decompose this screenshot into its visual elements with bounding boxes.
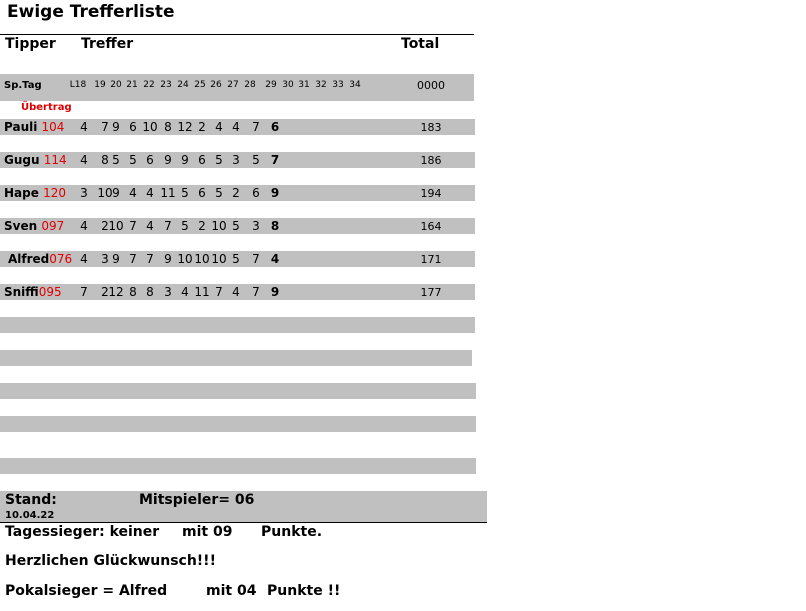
player-hit: 10 xyxy=(211,252,227,266)
player-hit: 4 xyxy=(232,120,240,134)
player-hit: 9 xyxy=(181,153,189,167)
player-hit: 5 xyxy=(112,153,120,167)
player-hit: 6 xyxy=(198,186,206,200)
sptag-day: 34 xyxy=(349,80,361,90)
player-hit: 6 xyxy=(198,153,206,167)
player-name xyxy=(4,285,62,299)
player-hit: 10 xyxy=(97,186,113,200)
player-hit: 7 xyxy=(129,252,137,266)
sptag-day: 30 xyxy=(282,80,294,90)
row-band xyxy=(0,416,476,432)
player-name xyxy=(4,219,64,233)
player-hit: 5 xyxy=(215,153,223,167)
row-band xyxy=(0,350,472,366)
player-name-text: Sven xyxy=(4,219,38,233)
player-hit: 5 xyxy=(129,153,137,167)
player-hit: 5 xyxy=(252,153,260,167)
player-hit: 6 xyxy=(252,186,260,200)
page-title: Ewige Trefferliste xyxy=(7,2,175,22)
player-hit: 3 xyxy=(164,285,172,299)
player-total: 164 xyxy=(420,220,442,233)
player-hit: 4 xyxy=(146,219,154,233)
tagessieger-text: Tagessieger: keiner xyxy=(5,524,160,540)
player-total: 183 xyxy=(420,121,442,134)
player-hit: 8 xyxy=(129,285,137,299)
player-carry: 095 xyxy=(38,285,62,299)
player-hit: 9 xyxy=(112,120,120,134)
player-hit: 7 xyxy=(164,219,172,233)
uebertrag-label: Übertrag xyxy=(21,102,72,113)
player-name xyxy=(4,186,66,200)
player-name xyxy=(8,252,72,266)
footer-rule xyxy=(0,522,487,523)
sptag-label: Sp.Tag xyxy=(4,80,42,91)
player-hit: 3 xyxy=(80,186,88,200)
sptag-day: 32 xyxy=(315,80,327,90)
pokalsieger-text: Pokalsieger = Alfred xyxy=(5,583,168,599)
row-band xyxy=(0,383,476,399)
player-hit: 6 xyxy=(270,120,280,134)
row-band xyxy=(0,317,475,333)
player-name-text: Hape xyxy=(4,186,39,200)
player-hit: 7 xyxy=(270,153,280,167)
player-hit: 8 xyxy=(270,219,280,233)
player-hit: 7 xyxy=(129,219,137,233)
player-carry: 114 xyxy=(43,153,67,167)
player-hit: 7 xyxy=(101,120,109,134)
sptag-day: 19 xyxy=(94,80,106,90)
player-hit: 11 xyxy=(194,285,210,299)
sptag-day: 27 xyxy=(227,80,239,90)
sptag-day: 33 xyxy=(332,80,344,90)
player-hit: 7 xyxy=(252,120,260,134)
player-hit: 2 xyxy=(232,186,240,200)
player-hit: 5 xyxy=(181,186,189,200)
stand-date: 10.04.22 xyxy=(5,510,55,521)
player-hit: 7 xyxy=(252,285,260,299)
player-hit: 11 xyxy=(160,186,176,200)
player-hit: 6 xyxy=(146,153,154,167)
player-carry: 104 xyxy=(41,120,65,134)
tagessieger-punkte: Punkte. xyxy=(261,524,323,540)
pokalsieger-score: mit 04 xyxy=(206,583,257,599)
player-hit: 9 xyxy=(112,252,120,266)
tagessieger-score: mit 09 xyxy=(182,524,233,540)
player-hit: 12 xyxy=(108,285,124,299)
header-total: Total xyxy=(401,36,440,52)
mitspieler-count: Mitspieler= 06 xyxy=(139,492,255,508)
player-hit: 4 xyxy=(129,186,137,200)
player-hit: 7 xyxy=(80,285,88,299)
header-tipper: Tipper xyxy=(5,36,56,52)
sptag-day: 22 xyxy=(143,80,155,90)
player-hit: 2 xyxy=(101,219,109,233)
player-hit: 2 xyxy=(101,285,109,299)
player-hit: 3 xyxy=(252,219,260,233)
player-total: 177 xyxy=(420,286,442,299)
player-hit: 9 xyxy=(270,285,280,299)
sptag-day: 20 xyxy=(110,80,122,90)
player-name-text: Pauli xyxy=(4,120,38,134)
sptag-day: 21 xyxy=(126,80,138,90)
player-carry: 097 xyxy=(41,219,65,233)
player-hit: 10 xyxy=(177,252,193,266)
sptag-day: 26 xyxy=(210,80,222,90)
sptag-day: 24 xyxy=(177,80,189,90)
player-hit: 4 xyxy=(215,120,223,134)
player-hit: 4 xyxy=(232,285,240,299)
player-hit: 10 xyxy=(194,252,210,266)
player-hit: 2 xyxy=(198,120,206,134)
player-hit: 5 xyxy=(232,219,240,233)
player-name xyxy=(4,153,67,167)
player-name-text: Sniffi xyxy=(4,285,39,299)
header-rule xyxy=(0,34,474,35)
player-hit: 4 xyxy=(80,252,88,266)
player-hit: 5 xyxy=(215,186,223,200)
player-hit: 3 xyxy=(101,252,109,266)
player-total: 171 xyxy=(420,253,442,266)
player-hit: 9 xyxy=(112,186,120,200)
player-hit: 8 xyxy=(101,153,109,167)
row-band xyxy=(0,458,476,474)
player-hit: 6 xyxy=(129,120,137,134)
player-hit: 4 xyxy=(80,120,88,134)
sptag-day: 23 xyxy=(160,80,172,90)
player-hit: 9 xyxy=(164,252,172,266)
pokalsieger-punkte: Punkte !! xyxy=(267,583,341,599)
player-total: 186 xyxy=(420,154,442,167)
player-total: 194 xyxy=(420,187,442,200)
player-hit: 4 xyxy=(270,252,280,266)
player-carry: 076 xyxy=(49,252,73,266)
glueckwunsch-text: Herzlichen Glückwunsch!!! xyxy=(5,553,216,569)
player-hit: 7 xyxy=(215,285,223,299)
sptag-day: 25 xyxy=(194,80,206,90)
player-hit: 7 xyxy=(252,252,260,266)
player-hit: 10 xyxy=(142,120,158,134)
header-treffer: Treffer xyxy=(81,36,134,52)
player-name-text: Gugu xyxy=(4,153,40,167)
player-hit: 4 xyxy=(80,219,88,233)
sptag-day: 31 xyxy=(298,80,310,90)
player-name-text: Alfred xyxy=(8,252,50,266)
player-hit: 2 xyxy=(198,219,206,233)
player-hit: 10 xyxy=(211,219,227,233)
player-hit: 4 xyxy=(146,186,154,200)
player-hit: 8 xyxy=(164,120,172,134)
player-hit: 5 xyxy=(232,252,240,266)
player-hit: 12 xyxy=(177,120,193,134)
player-hit: 9 xyxy=(164,153,172,167)
sptag-total: 0000 xyxy=(417,79,445,92)
player-hit: 3 xyxy=(232,153,240,167)
player-carry: 120 xyxy=(43,186,66,200)
player-hit: 5 xyxy=(181,219,189,233)
player-hit: 10 xyxy=(108,219,124,233)
sptag-day: L18 xyxy=(69,80,87,90)
player-name xyxy=(4,120,64,134)
player-hit: 4 xyxy=(181,285,189,299)
stand-label: Stand: xyxy=(5,492,57,508)
player-hit: 4 xyxy=(80,153,88,167)
player-hit: 9 xyxy=(270,186,280,200)
sptag-day: 29 xyxy=(265,80,277,90)
player-hit: 8 xyxy=(146,285,154,299)
player-hit: 7 xyxy=(146,252,154,266)
sptag-day: 28 xyxy=(244,80,256,90)
